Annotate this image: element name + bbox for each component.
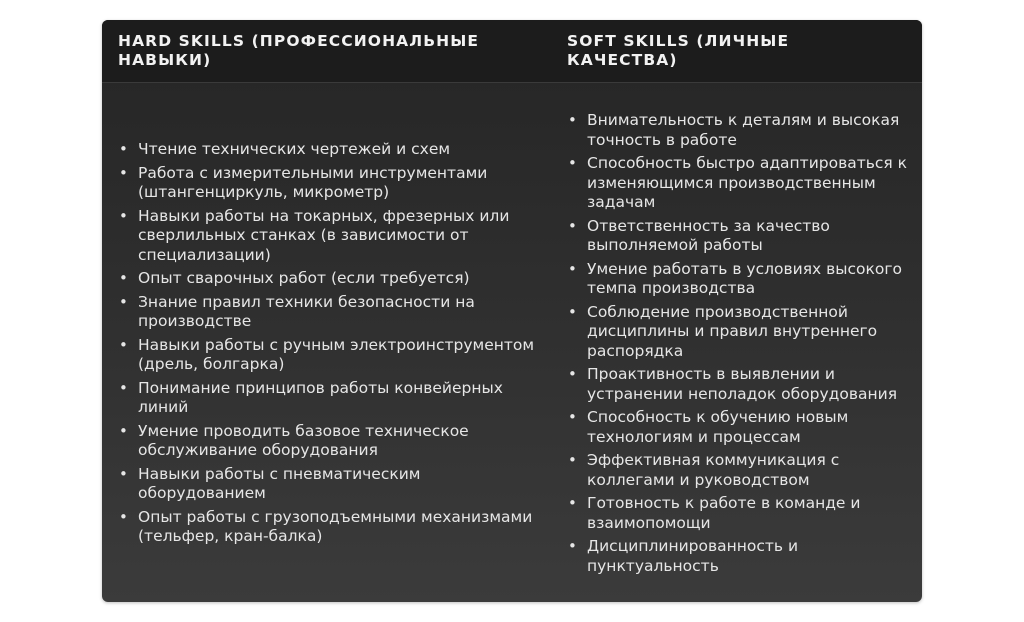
list-item [567,365,912,404]
list-item [118,164,538,203]
hard-skill-text: Чтение технических чертежей и схем [138,140,451,158]
list-item [118,293,538,332]
hard-skill-text: Знание правил техники безопасности на производстве [138,292,475,330]
bullet-icon: • [119,269,128,287]
list-item [567,260,912,299]
list-item [118,336,538,375]
bullet-icon: • [119,140,128,158]
bullet-icon: • [568,494,577,512]
hard-skill-text: Понимание принципов работы конвейерных линий [138,378,503,416]
hard-skill-text: Навыки работы на токарных, фрезерных или сверлильных станках (в зависимости от специализации) [138,206,510,264]
bullet-icon: • [568,537,577,555]
bullet-icon: • [119,507,128,526]
list-item [118,140,538,160]
bullet-icon: • [568,111,577,129]
list-item [567,537,912,576]
list-item [567,111,912,150]
soft-skill-text: Готовность к работе в команде и взаимопомощи [587,494,861,532]
table-header [102,20,922,83]
list-item [118,269,538,289]
soft-skill-text: Внимательность к деталям и высокая точность в работе [587,111,900,149]
list-item [118,207,538,266]
list-item [118,422,538,461]
bullet-icon: • [119,292,128,311]
hard-skill-text: Умение проводить базовое техническое обслуживание оборудования [138,421,469,459]
bullet-icon: • [568,451,577,469]
bullet-icon: • [568,259,577,278]
hard-skills-list [118,140,538,551]
soft-skill-text: Соблюдение производственной дисциплины и правил внутреннего распорядка [587,302,878,360]
hard-skill-text: Навыки работы с пневматическим оборудованием [138,464,421,502]
soft-skill-text: Умение работать в условиях высокого темпа производства [587,259,902,297]
soft-skills-header: SOFT SKILLS (ЛИЧНЫЕ КАЧЕСТВА) [567,32,790,69]
soft-skill-text: Дисциплинированность и пунктуальность [587,537,799,575]
soft-skill-text: Способность к обучению новым технологиям и процессам [587,408,849,446]
soft-skill-text: Эффективная коммуникация с коллегами и руководством [587,451,840,489]
bullet-icon: • [568,408,577,426]
bullet-icon: • [568,365,577,383]
bullet-icon: • [119,464,128,483]
bullet-icon: • [119,378,128,397]
soft-skills-list [567,111,912,580]
bullet-icon: • [119,421,128,440]
list-item [567,303,912,362]
list-item [567,154,912,213]
bullet-icon: • [568,216,577,235]
list-item [118,508,538,547]
list-item [567,494,912,533]
soft-skill-text: Ответственность за качество выполняемой работы [587,216,830,254]
bullet-icon: • [119,335,128,354]
hard-skills-header: HARD SKILLS (ПРОФЕССИОНАЛЬНЫЕ НАВЫКИ) [118,32,480,69]
hard-skill-text: Опыт сварочных работ (если требуется) [138,269,470,287]
hard-skill-text: Опыт работы с грузоподъемными механизмами (тельфер, кран-балка) [138,507,533,545]
soft-skill-text: Проактивность в выявлении и устранении неполадок оборудования [587,365,898,403]
hard-skill-text: Навыки работы с ручным электроинструментом (дрель, болгарка) [138,335,535,373]
bullet-icon: • [568,302,577,321]
bullet-icon: • [568,154,577,172]
bullet-icon: • [119,163,128,182]
list-item [118,379,538,418]
list-item [567,451,912,490]
list-item [118,465,538,504]
skills-table [102,20,922,602]
list-item [567,408,912,447]
hard-skill-text: Работа с измерительными инструментами (штангенциркуль, микрометр) [138,163,488,201]
bullet-icon: • [119,206,128,225]
list-item [567,217,912,256]
soft-skill-text: Способность быстро адаптироваться к изменяющимся производственным задачам [587,154,908,211]
